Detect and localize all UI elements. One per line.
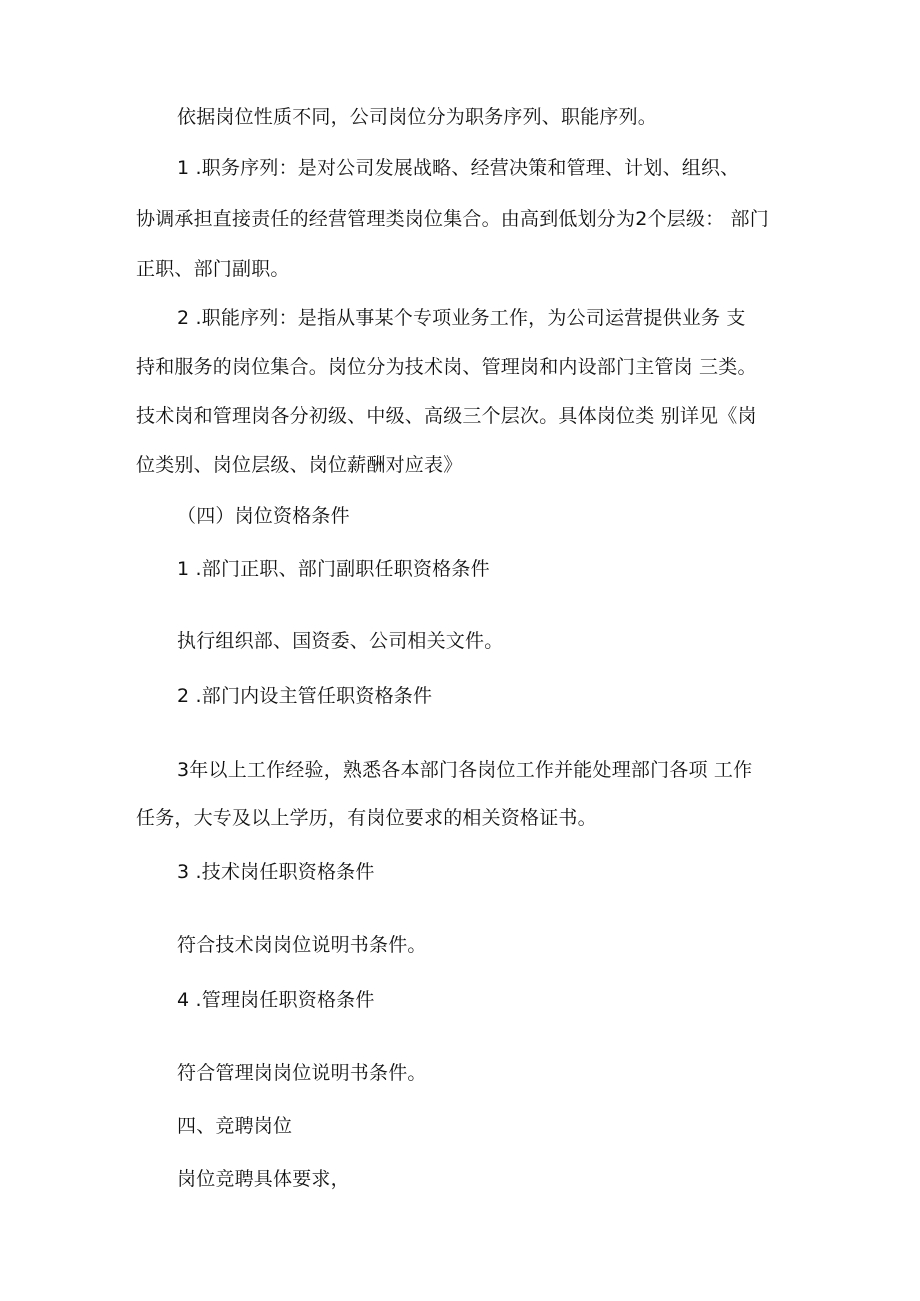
paragraph-function-sequence-line-4: 位类别、岗位层级、岗位薪酬对应表》 — [136, 454, 463, 476]
paragraph-function-sequence-line-2: 持和服务的岗位集合。岗位分为技术岗、管理岗和内设部门主管岗 三类。 — [136, 356, 757, 378]
section-heading-qualification: （四）岗位资格条件 — [177, 505, 350, 527]
paragraph-duty-sequence-line-1: 1 .职务序列：是对公司发展战略、经营决策和管理、计划、组织、 — [177, 157, 740, 179]
heading-department-head-qualification: 1 .部门正职、部门副职任职资格条件 — [177, 558, 490, 580]
heading-technical-post-qualification: 3 .技术岗任职资格条件 — [177, 861, 375, 883]
section-heading-competitive-posts: 四、竞聘岗位 — [177, 1115, 293, 1137]
heading-internal-supervisor-qualification: 2 .部门内设主管任职资格条件 — [177, 685, 433, 707]
paragraph-department-head-requirement: 执行组织部、国资委、公司相关文件。 — [177, 630, 504, 652]
paragraph-function-sequence-line-3: 技术岗和管理岗各分初级、中级、高级三个层次。具体岗位类 别详见《岗 — [136, 405, 757, 427]
paragraph-internal-supervisor-line-1: 3年以上工作经验，熟悉各本部门各岗位工作并能处理部门各项 工作 — [177, 759, 753, 781]
paragraph-function-sequence-line-1: 2 .职能序列：是指从事某个专项业务工作，为公司运营提供业务 支 — [177, 307, 746, 329]
paragraph-management-post-requirement: 符合管理岗岗位说明书条件。 — [177, 1062, 427, 1084]
paragraph-technical-post-requirement: 符合技术岗岗位说明书条件。 — [177, 934, 427, 956]
paragraph-internal-supervisor-line-2: 任务，大专及以上学历，有岗位要求的相关资格证书。 — [136, 807, 597, 829]
paragraph-position-classification: 依据岗位性质不同，公司岗位分为职务序列、职能序列。 — [177, 106, 658, 128]
paragraph-duty-sequence-line-2: 协调承担直接责任的经营管理类岗位集合。由高到低划分为2个层级： 部门 — [136, 208, 769, 230]
heading-management-post-qualification: 4 .管理岗任职资格条件 — [177, 989, 375, 1011]
paragraph-competition-requirements: 岗位竞聘具体要求， — [177, 1168, 350, 1190]
paragraph-duty-sequence-line-3: 正职、部门副职。 — [136, 258, 290, 280]
